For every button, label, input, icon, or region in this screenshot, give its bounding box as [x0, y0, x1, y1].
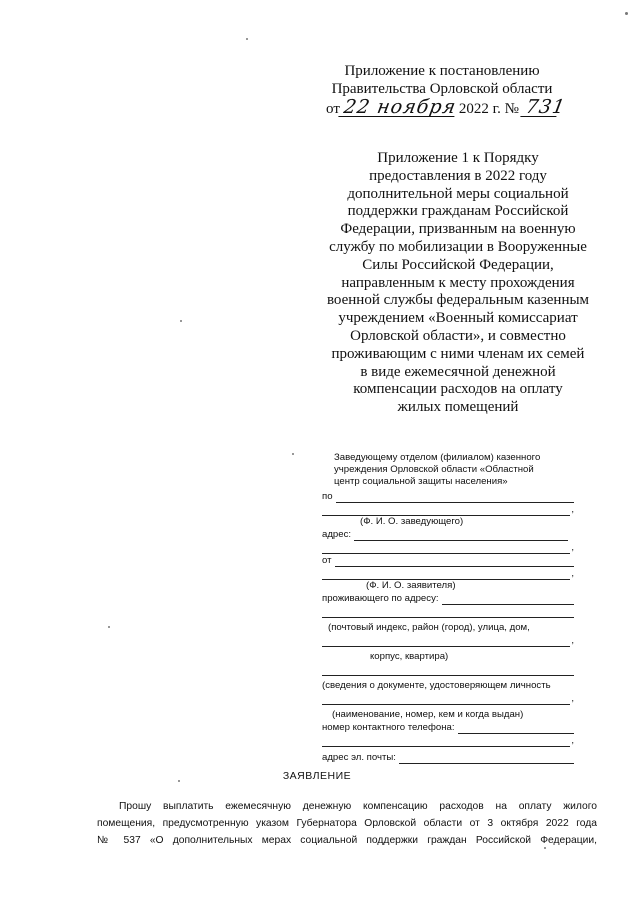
scan-speck: [246, 38, 248, 40]
handwritten-date: 22 ноября: [338, 98, 457, 117]
applicant-address-field-2[interactable]: [322, 608, 574, 618]
resolution-appendix-header: [312, 62, 572, 118]
addressee-block: [322, 452, 574, 488]
appendix-line: военной службы федеральным казенным: [326, 292, 590, 309]
appendix-line: направленным к месту прохождения: [341, 274, 575, 291]
comma: ,: [571, 504, 574, 515]
id-document-caption: (сведения о документе, удостоверяющем личность: [322, 680, 551, 691]
po-label: по: [322, 491, 333, 502]
scan-speck: [625, 12, 628, 15]
scan-speck: [108, 626, 110, 628]
applicant-address-field-3[interactable]: [322, 637, 570, 647]
addressee-line: Заведующему отделом (филиалом) казенного: [334, 452, 541, 463]
address-row-2: [322, 541, 574, 554]
korpus-caption: корпус, квартира): [370, 651, 449, 662]
handwritten-number: 731: [520, 98, 559, 117]
comma: ,: [571, 635, 574, 646]
date-prefix: от: [326, 101, 340, 117]
address-label: адрес:: [322, 529, 352, 540]
statement-line: № 537 «О дополнительных мерах социальной поддержки граждан Российской Федерации,: [97, 835, 597, 846]
applicant-fio-caption: (Ф. И. О. заявителя): [366, 580, 456, 591]
phone-field-2[interactable]: [322, 737, 570, 747]
appendix-line: службу по мобилизации в Вооруженные: [329, 238, 587, 255]
id-document-field-2[interactable]: [322, 695, 570, 705]
head-address-field-2[interactable]: [322, 544, 570, 554]
year-text: 2022 г. №: [458, 101, 519, 117]
residing-row-2: [322, 605, 574, 618]
statement-body: [97, 798, 597, 849]
comma: ,: [571, 542, 574, 553]
id-document-caption-2: (наименование, номер, кем и когда выдан): [332, 709, 524, 720]
ot-label: от: [322, 555, 332, 566]
appendix-line: жилых помещений: [397, 399, 519, 416]
appendix-line: поддержки гражданам Российской: [347, 203, 569, 220]
phone-row-2: [322, 734, 574, 747]
scan-speck: [180, 320, 182, 322]
comma: ,: [571, 735, 574, 746]
scan-speck: [292, 453, 294, 455]
appendix-line: Приложение 1 к Порядку: [377, 150, 539, 166]
appendix-line: Орловской области», и совместно: [350, 327, 566, 344]
address-row: [322, 528, 574, 541]
appendix-1-block: [312, 150, 604, 417]
appendix-line: Силы Российской Федерации,: [362, 256, 554, 273]
appendix-line: в виде ежемесячной денежной: [360, 363, 556, 380]
resolution-date-line: [312, 98, 572, 118]
appendix-line: предоставления в 2022 году: [369, 167, 547, 184]
po-row: [322, 490, 574, 503]
address-caption: (почтовый индекс, район (город), улица, дом,: [328, 622, 530, 633]
comma: ,: [571, 693, 574, 704]
statement-title: ЗАЯВЛЕНИЕ: [282, 770, 352, 782]
appendix-line: дополнительной меры социальной: [347, 185, 569, 202]
header-line-1: Приложение к постановлению: [344, 63, 540, 79]
statement-line: помещения, предусмотренную указом Губернатора Орловской области от 3 октября 2022 года: [97, 818, 597, 829]
statement-line: Прошу выплатить ежемесячную денежную компенсацию расходов на оплату жилого: [119, 801, 597, 812]
head-name-field-2[interactable]: [322, 506, 570, 516]
residing-row: [322, 592, 574, 605]
head-address-field[interactable]: [354, 531, 568, 541]
email-label: адрес эл. почты:: [322, 752, 396, 763]
addressee-line: центр социальной защиты населения»: [334, 476, 508, 487]
appendix-line: учреждением «Военный комиссариат: [338, 310, 578, 327]
phone-row: [322, 721, 574, 734]
head-name-row-2: [322, 503, 574, 516]
phone-label: номер контактного телефона:: [322, 722, 455, 733]
id-doc-row: [322, 663, 574, 676]
id-document-field[interactable]: [322, 666, 574, 676]
applicant-name-field-2[interactable]: [322, 570, 570, 580]
applicant-name-row-2: [322, 567, 574, 580]
head-name-field[interactable]: [336, 493, 574, 503]
email-row: [322, 751, 574, 764]
ot-row: [322, 554, 574, 567]
phone-field[interactable]: [458, 724, 574, 734]
applicant-address-field[interactable]: [442, 595, 574, 605]
email-field[interactable]: [399, 754, 574, 764]
appendix-line: проживающим с ними членам их семей: [331, 345, 585, 362]
appendix-line: компенсации расходов на оплату: [353, 381, 563, 398]
head-fio-caption: (Ф. И. О. заведующего): [360, 516, 464, 527]
addressee-form: [322, 452, 574, 764]
id-doc-row-2: [322, 692, 574, 705]
residing-label: проживающего по адресу:: [322, 593, 439, 604]
residing-row-3: [322, 634, 574, 647]
applicant-name-field[interactable]: [335, 557, 574, 567]
appendix-line: Федерации, призванным на военную: [340, 221, 576, 238]
header-line-2: Правительства Орловской области: [331, 81, 553, 97]
addressee-line: учреждения Орловской области «Областной: [334, 464, 534, 475]
comma: ,: [571, 568, 574, 579]
